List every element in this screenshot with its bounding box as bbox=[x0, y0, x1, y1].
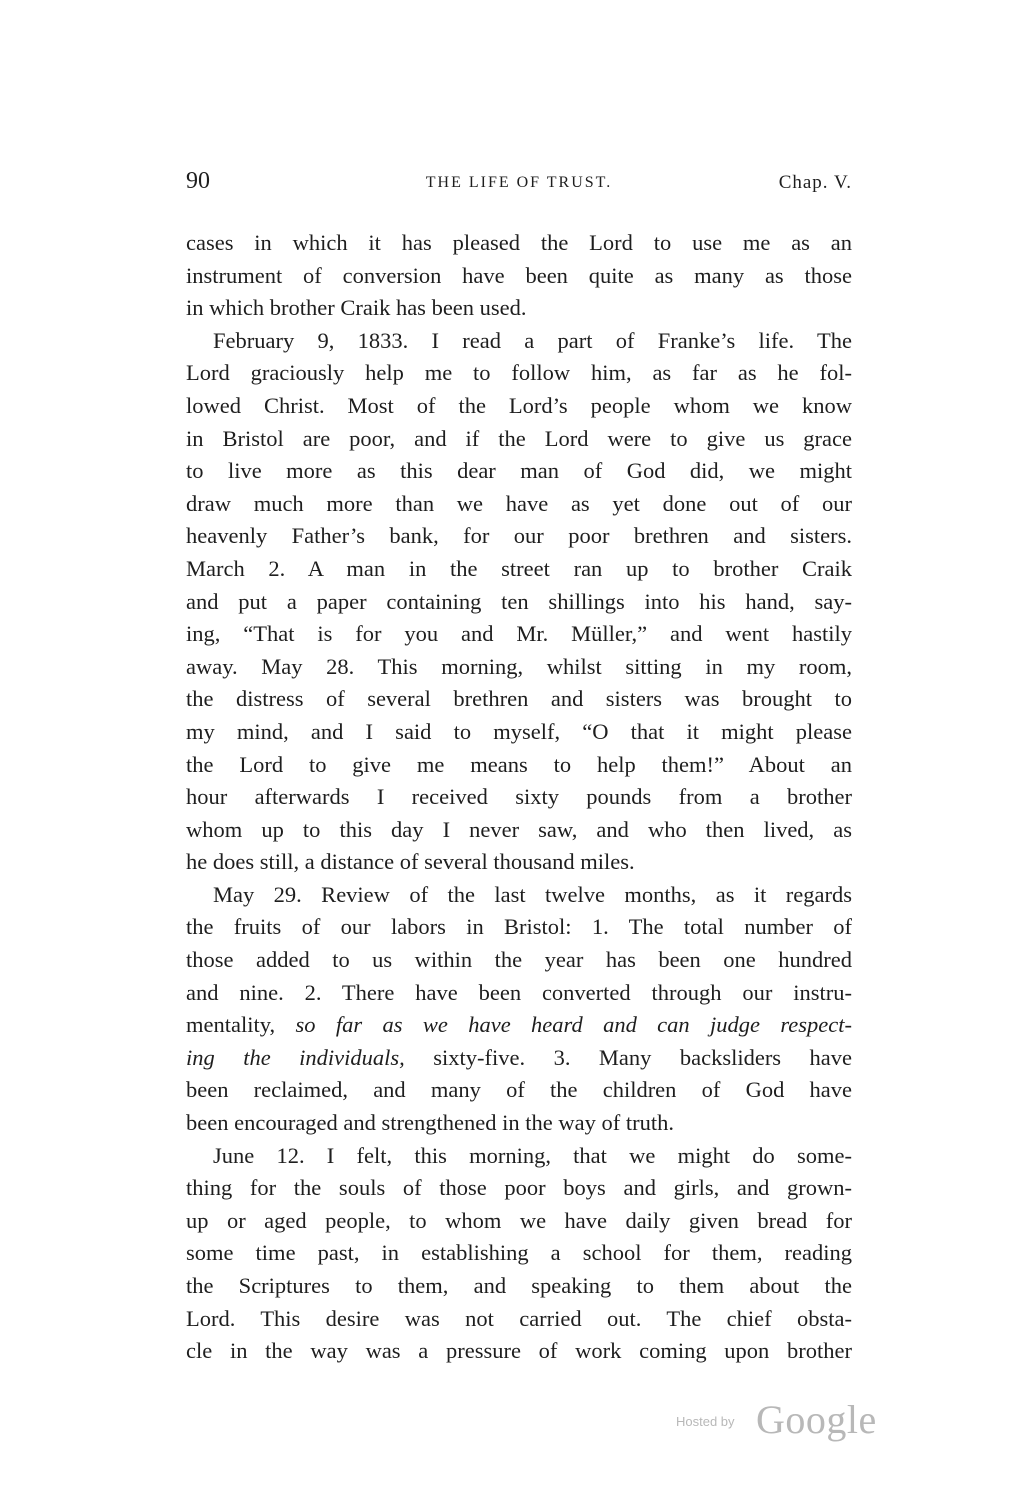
chapter-label: Chap. V. bbox=[778, 172, 852, 193]
text-line: Lord. This desire was not carried out. The chief obsta- bbox=[186, 1305, 852, 1331]
text-line: March 2. A man in the street ran up to brother Craik bbox=[186, 555, 852, 581]
text-line: hour afterwards I received sixty pounds from a brother bbox=[186, 784, 852, 810]
text-line: those added to us within the year has been one hundred bbox=[186, 947, 852, 973]
text-line: thing for the souls of those poor boys and girls, and grown- bbox=[186, 1175, 852, 1201]
text-line: and nine. 2. There have been converted through our instru- bbox=[186, 979, 852, 1005]
text-line bbox=[186, 1009, 852, 1042]
text-line: some time past, in establishing a school for them, reading bbox=[186, 1240, 852, 1266]
hosted-by-watermark bbox=[676, 1396, 896, 1446]
text-line: heavenly Father’s bank, for our poor brethren and sisters. bbox=[186, 523, 852, 549]
text-line: to live more as this dear man of God did, we might bbox=[186, 458, 852, 484]
text-line: my mind, and I said to myself, “O that it might please bbox=[186, 718, 852, 744]
text-line: he does still, a distance of several thousand miles. bbox=[186, 849, 635, 875]
text-line: in Bristol are poor, and if the Lord were to give us grace bbox=[186, 425, 852, 451]
text-line: away. May 28. This morning, whilst sitting in my room, bbox=[186, 653, 852, 679]
text-line: instrument of conversion have been quite as many as those bbox=[186, 262, 852, 288]
text-segment: mentality, bbox=[186, 1012, 276, 1038]
text-line bbox=[186, 1042, 852, 1075]
text-line: June 12. I felt, this morning, that we might do some- bbox=[213, 1142, 852, 1168]
text-line: whom up to this day I never saw, and who then lived, as bbox=[186, 816, 852, 842]
text-line: up or aged people, to whom we have daily given bread for bbox=[186, 1207, 852, 1233]
page-number: 90 bbox=[186, 168, 210, 194]
text-line: Lord graciously help me to follow him, as far as he fol- bbox=[186, 360, 852, 386]
running-title: THE LIFE OF TRUST. bbox=[425, 174, 613, 191]
text-line: the Scriptures to them, and speaking to them about the bbox=[186, 1273, 852, 1298]
text-line: February 9, 1833. I read a part of Franke’s life. The bbox=[213, 327, 852, 353]
text-line: lowed Christ. Most of the Lord’s people whom we know bbox=[186, 392, 852, 418]
italic-segment: ing the individuals, bbox=[186, 1044, 405, 1070]
text-line: the Lord to give me means to help them!” About an bbox=[186, 751, 852, 777]
text-line: draw much more than we have as yet done out of our bbox=[186, 490, 852, 516]
text-line: the fruits of our labors in Bristol: 1. The total number of bbox=[186, 914, 852, 940]
text-line: the distress of several brethren and sisters was brought to bbox=[186, 686, 852, 712]
text-line: ing, “That is for you and Mr. Müller,” and went hastily bbox=[186, 621, 852, 647]
text-line: May 29. Review of the last twelve months, as it regards bbox=[213, 881, 852, 907]
text-line: been reclaimed, and many of the children of God have bbox=[186, 1077, 852, 1103]
text-line: and put a paper containing ten shillings into his hand, say- bbox=[186, 588, 852, 614]
body-text bbox=[186, 227, 852, 1368]
text-segment: sixty-five. 3. Many backsliders have bbox=[433, 1044, 852, 1070]
hosted-by-label: Hosted by bbox=[676, 1414, 735, 1429]
running-head bbox=[186, 168, 852, 198]
google-logo-text: Google bbox=[756, 1397, 877, 1442]
text-line: been encouraged and strengthened in the way of truth. bbox=[186, 1110, 674, 1136]
text-line: cle in the way was a pressure of work coming upon brother bbox=[186, 1338, 852, 1364]
text-line: in which brother Craik has been used. bbox=[186, 295, 527, 321]
text-line: cases in which it has pleased the Lord to use me as an bbox=[186, 230, 852, 255]
italic-segment: so far as we have heard and can judge respect- bbox=[295, 1012, 852, 1038]
